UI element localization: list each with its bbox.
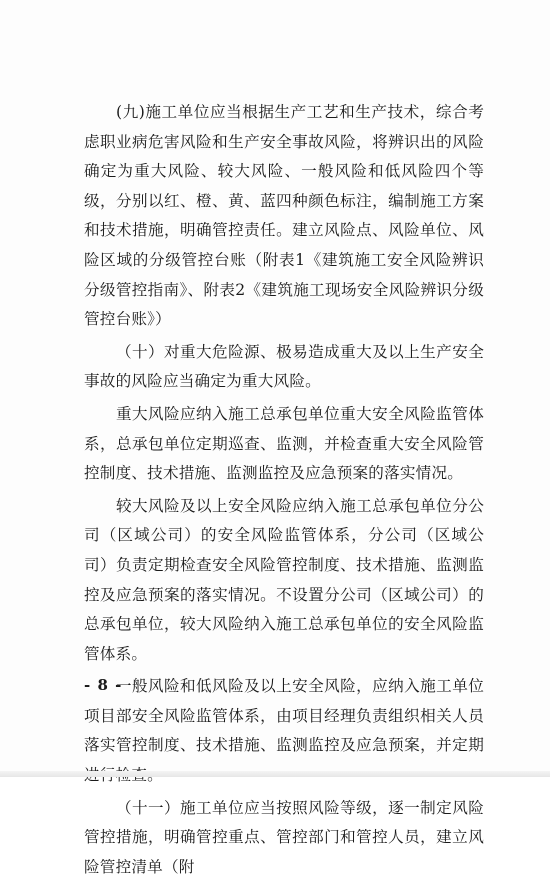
- page-bottom-edge: [0, 771, 550, 777]
- paragraph-larger-risk: 较大风险及以上安全风险应纳入施工总承包单位分公司（区域公司）的安全风险监管体系，分公司（区域公司）负责定期检查安全风险管控制度、技术措施、监测监控及应急预案的落实情况。不设置分公司（区域公司）的总承包单位，较大风险纳入施工总承包单位的安全风险监管体系。: [84, 496, 484, 663]
- page-number: - 8 -: [84, 676, 123, 694]
- paragraph-item-10: （十）对重大危险源、极易造成重大及以上生产安全事故的风险应当确定为重大风险。: [84, 342, 484, 391]
- paragraph-major-risk: 重大风险应纳入施工总承包单位重大安全风险监管体系，总承包单位定期巡查、监测，并检查重大安全风险管控制度、技术措施、监测监控及应急预案的落实情况。: [84, 404, 484, 483]
- paragraph-item-9: (九)施工单位应当根据生产工艺和生产技术，综合考虑职业病危害风险和生产安全事故风险，将辨识出的风险确定为重大风险、较大风险、一般风险和低风险四个等级，分别以红、橙、黄、蓝四种颜色标注，编制施工方案和技术措施，明确管控责任。建立风险点、风险单位、风险区域的分级管控台账（附表1《建筑施工安全风险辨识分级管控指南》、附表2《建筑施工现场安全风险辨识分级管控台账》）: [84, 103, 484, 329]
- paragraph-general-risk: 一般风险和低风险及以上安全风险，应纳入施工单位项目部安全风险监管体系，由项目经理负责组织相关人员落实管控制度、技术措施、监测监控及应急预案，并定期: [84, 677, 484, 755]
- document-body: [84, 98, 484, 882]
- paragraph-item-11: （十一）施工单位应当按照风险等级，逐一制定风险管控措施，明确管控重点、管控部门和管控人员，建立风险管控清单（附: [84, 798, 484, 876]
